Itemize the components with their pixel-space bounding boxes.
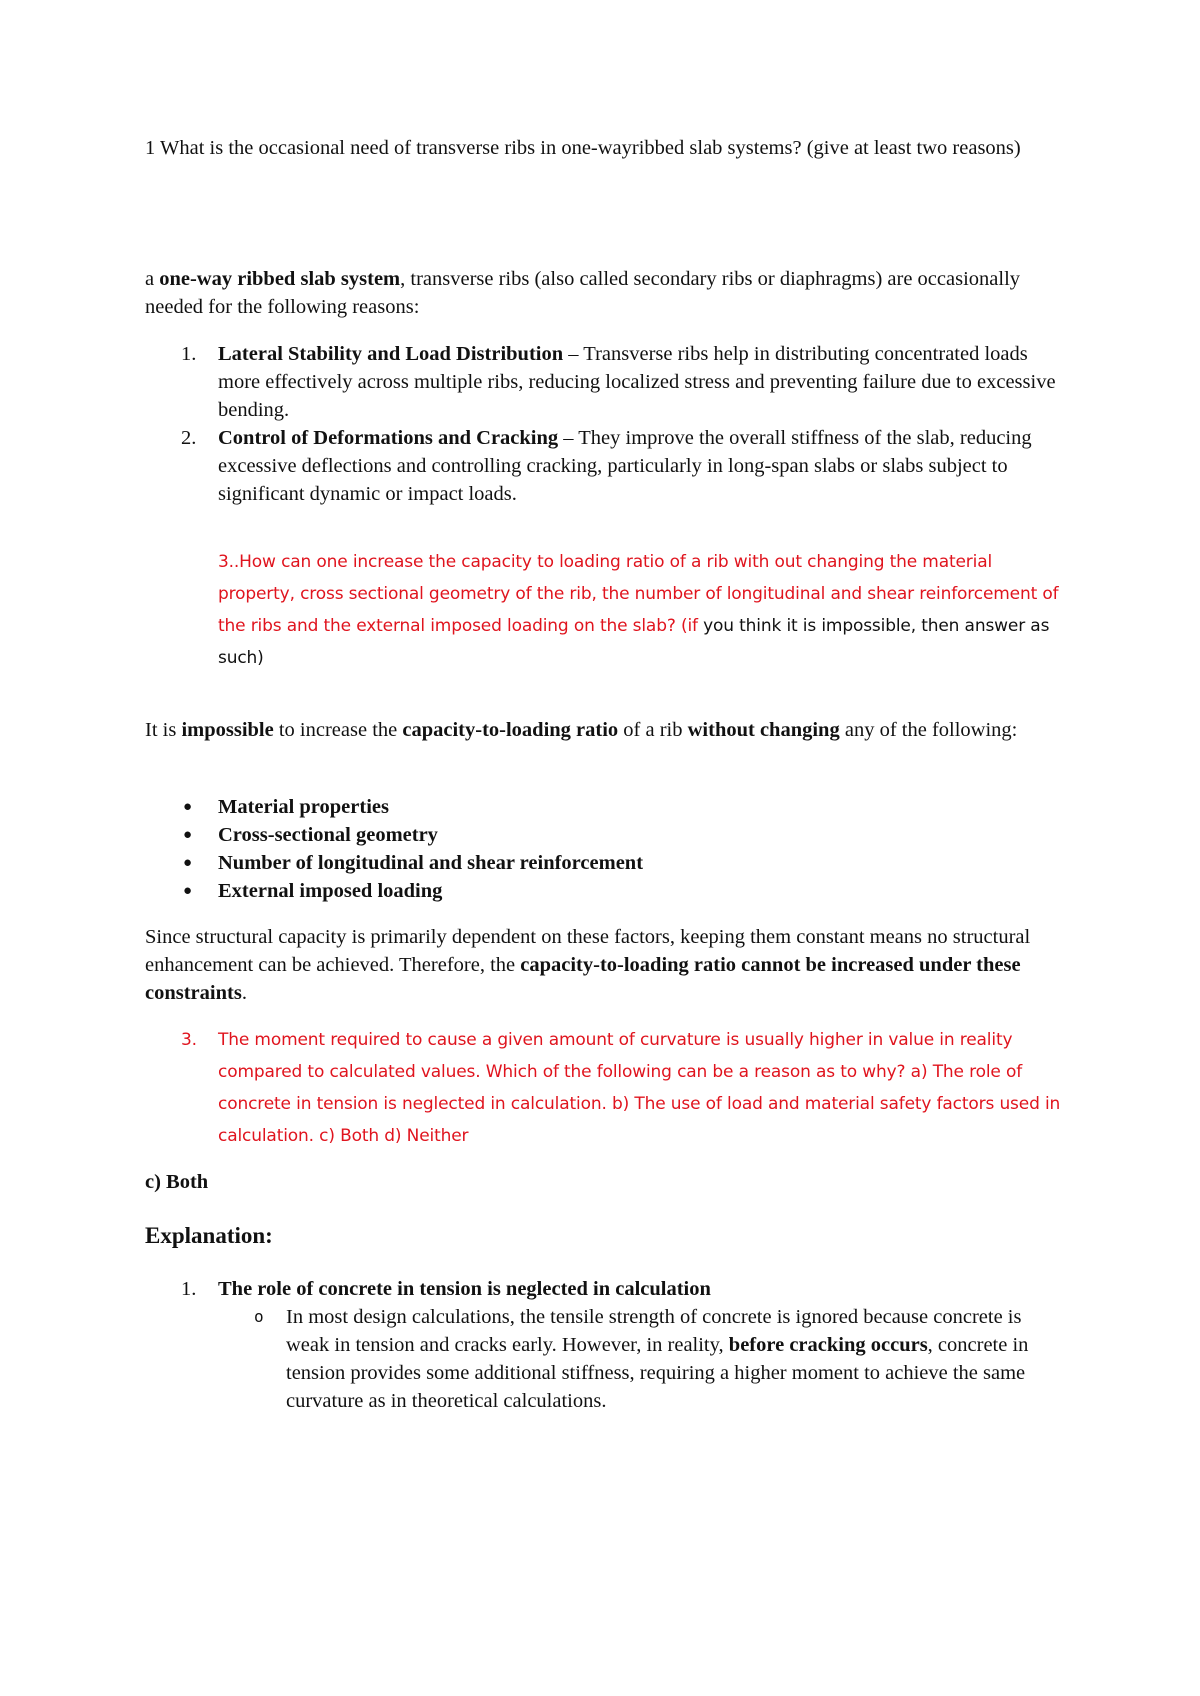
- question-2: 3..How can one increase the capacity to loading ratio of a rib with out changing the material property, cross sectional geometry of the rib, the number of longitudinal and shear reinforcement of the ribs and the external imposed loading on the slab? (if you think it is impossible, then answer as such): [218, 552, 1059, 668]
- list-item: ● External imposed loading: [145, 877, 1065, 905]
- answer-3: c) Both: [145, 1171, 209, 1193]
- answer-2-paragraph: It is impossible to increase the capacity-to-loading ratio of a rib without changing any of the following:: [145, 719, 1018, 741]
- factors-list: [145, 793, 1065, 905]
- list-item: 1. Lateral Stability and Load Distribution – Transverse ribs help in distributing concentrated loads more effectively across multiple ribs, reducing localized stress and preventing failure due to excessive bending.: [181, 343, 1056, 421]
- question-1: 1 What is the occasional need of transverse ribs in one-wayribbed slab systems? (give at least two reasons): [145, 137, 1021, 159]
- sub-list: [218, 1303, 1065, 1415]
- list-item: 1. The role of concrete in tension is neglected in calculation o In most design calculations, the tensile strength of concrete is ignored because concrete is weak in tension and cracks early. However, in reality, before cracking occurs, concrete in tension provides some additional stiffness, requiring a higher moment to achieve the same curvature as in theoretical calculations.: [145, 1275, 1065, 1415]
- bullet-icon: ●: [183, 883, 193, 899]
- intro-paragraph: a one-way ribbed slab system, transverse ribs (also called secondary ribs or diaphragms) are occasionally needed for the following reasons:: [145, 268, 1021, 318]
- reasons-list: [145, 340, 1065, 508]
- bullet-icon: ●: [183, 799, 193, 815]
- bullet-icon: ●: [183, 827, 193, 843]
- list-item: ● Cross-sectional geometry: [145, 821, 1065, 849]
- list-item: 2. Control of Deformations and Cracking – They improve the overall stiffness of the slab, reducing excessive deflections and controlling cracking, particularly in long-span slabs or slabs subject to significant dynamic or impact loads.: [181, 427, 1032, 505]
- sub-list-item: o In most design calculations, the tensile strength of concrete is ignored because concrete is weak in tension and cracks early. However, in reality, before cracking occurs, concrete in tension provides some additional stiffness, requiring a higher moment to achieve the same curvature as in theoretical calculations.: [218, 1303, 1065, 1415]
- circle-bullet-icon: o: [254, 1307, 264, 1326]
- explanation-heading: Explanation:: [145, 1223, 273, 1248]
- conclusion-paragraph: Since structural capacity is primarily dependent on these factors, keeping them constant means no structural enhancement can be achieved. Therefore, the capacity-to-loading ratio cannot be increased under these constraints.: [145, 926, 1031, 1004]
- bullet-icon: ●: [183, 855, 193, 871]
- question-3: 3. The moment required to cause a given amount of curvature is usually higher in value in reality compared to calculated values. Which of the following can be a reason as to why? a) The role of concrete in tension is neglected in calculation. b) The use of load and material safety factors used in calculation. c) Both d) Neither: [181, 1030, 1061, 1146]
- explanation-list: [145, 1275, 1065, 1415]
- list-item: ● Number of longitudinal and shear reinforcement: [145, 849, 1065, 877]
- list-item: ● Material properties: [145, 793, 1065, 821]
